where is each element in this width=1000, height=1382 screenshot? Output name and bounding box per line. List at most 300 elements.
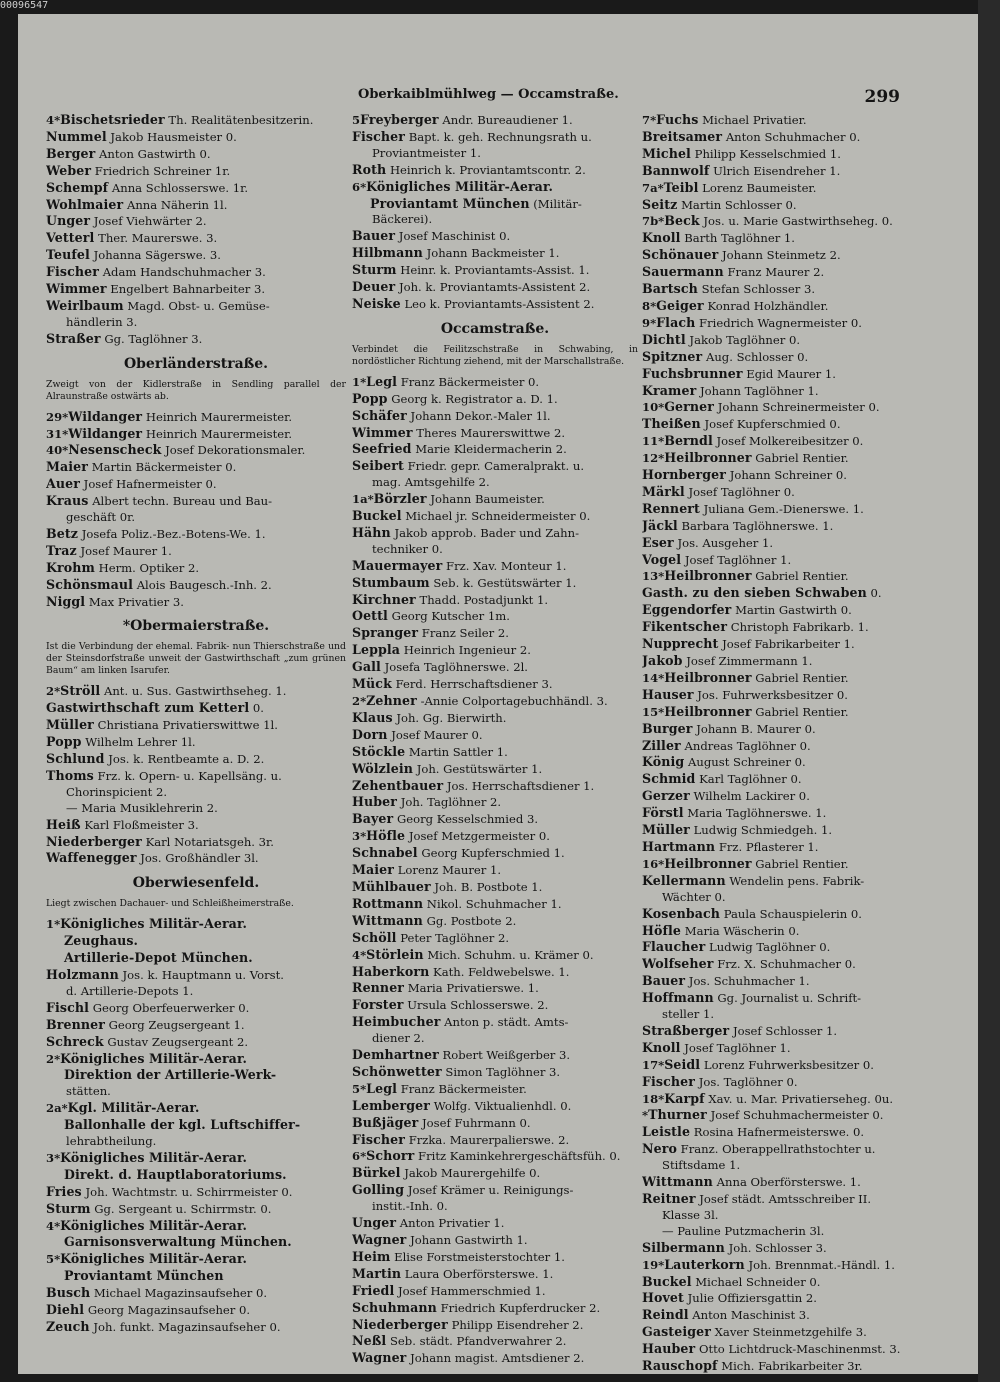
resident-details: Albert techn. Bureau und Bau- [92, 494, 273, 509]
column-2 [352, 112, 638, 1367]
directory-entry [352, 997, 638, 1014]
resident-name: Fischer [46, 264, 99, 280]
house-number: 3* [352, 829, 367, 844]
resident-name: Gerzer [642, 788, 690, 804]
resident-details: Leo k. Proviantamts-Assistent 2. [404, 296, 595, 311]
resident-details: August Schreiner 0. [688, 755, 806, 770]
directory-entry [46, 526, 346, 543]
resident-name: Mauermayer [352, 557, 443, 573]
resident-details: Josef Schuhmachermeister 0. [710, 1108, 884, 1123]
resident-details: Georg k. Registrator a. D. 1. [391, 391, 558, 406]
resident-details: Ther. Maurerswe. 3. [98, 231, 218, 246]
resident-name: Schlund [46, 751, 105, 766]
resident-details: Joh. Gestütswärter 1. [416, 761, 543, 776]
directory-entry [642, 112, 934, 129]
resident-details: Josef städt. Amtsschreiber II. [699, 1192, 872, 1206]
directory-entry [642, 163, 934, 180]
resident-details: Michael Privatier. [702, 113, 807, 127]
directory-entry [46, 1051, 346, 1068]
resident-details: Johanna Sägerswe. 3. [93, 248, 221, 263]
resident-details: Frz. X. Schuhmacher 0. [717, 957, 856, 972]
resident-details: Friedrich Wagnermeister 0. [699, 315, 862, 330]
resident-name: Spranger [352, 625, 419, 641]
street-heading: Oberländerstraße. [123, 355, 269, 372]
directory-entry [46, 1034, 346, 1051]
directory-entry [352, 1148, 638, 1165]
directory-entry [642, 1324, 934, 1341]
directory-entry [352, 896, 638, 913]
directory-entry [642, 939, 934, 956]
resident-name: Schnabel [352, 845, 418, 861]
resident-name: Leppla [352, 642, 401, 658]
resident-details: Ferd. Herrschaftsdiener 3. [395, 677, 553, 692]
directory-entry [352, 845, 638, 862]
resident-details: Michael jr. Schneidermeister 0. [405, 509, 591, 524]
directory-entry [46, 163, 346, 180]
house-number: 4* [46, 1218, 61, 1233]
resident-name: Knoll [642, 1039, 681, 1055]
resident-details: Josefa Poliz.-Bez.-Botens-We. 1. [81, 526, 266, 541]
directory-entry [352, 391, 638, 408]
resident-details: Josef Fuhrmann 0. [422, 1115, 531, 1130]
resident-details: Georg Kutscher 1m. [391, 609, 510, 624]
directory-entry [352, 1300, 638, 1317]
resident-name: Rottmann [352, 895, 424, 911]
resident-name: Spitzner [642, 348, 703, 364]
resident-details: Xav. u. Mar. Privatierseheg. 0u. [708, 1091, 894, 1106]
resident-details: Anton Maschinist 3. [692, 1308, 810, 1323]
resident-name: Dorn [352, 726, 388, 742]
directory-entry [642, 467, 934, 484]
directory-entry [642, 1124, 934, 1141]
resident-name: Niggl [46, 593, 86, 609]
directory-entry [352, 408, 638, 425]
resident-details: Gabriel Rentier. [755, 856, 849, 871]
running-title: Oberkaiblmühlweg — Occamstraße. [358, 87, 619, 102]
resident-details: Joh. Schlosser 3. [728, 1240, 827, 1255]
house-number: 19* [642, 1257, 665, 1272]
resident-details: Gg. Sergeant u. Schirrmstr. 0. [94, 1201, 272, 1216]
resident-name: Kirchner [352, 591, 416, 607]
resident-name: Fischer [352, 128, 405, 144]
resident-details: Jos. Großhändler 3l. [140, 851, 259, 866]
resident-name: Kramer [642, 382, 697, 398]
directory-entry [46, 129, 346, 146]
directory-entry [46, 933, 346, 950]
house-number: 6* [352, 1149, 367, 1164]
entry-continuation: geschäft 0r. [66, 510, 136, 525]
entry-continuation: lehrabtheilung. [66, 1134, 157, 1149]
resident-name: Kosenbach [642, 905, 721, 921]
resident-details: Josef Zimmermann 1. [686, 654, 813, 668]
directory-entry [352, 1064, 638, 1081]
directory-entry [352, 245, 638, 262]
resident-name: Märkl [642, 483, 685, 499]
directory-entry [352, 592, 638, 609]
resident-name: Haberkorn [352, 963, 430, 979]
entry-continuation: Proviantmeister 1. [372, 145, 481, 160]
resident-details: Lorenz Baumeister. [702, 180, 817, 195]
resident-name: Bauer [642, 973, 686, 989]
resident-details: Gabriel Rentier. [755, 569, 849, 584]
resident-details: Johann B. Maurer 0. [696, 721, 816, 736]
resident-details: Friedrich Schreiner 1r. [94, 163, 231, 178]
resident-details: Wolfg. Viktualienhdl. 0. [433, 1098, 572, 1113]
resident-name: Golling [352, 1182, 405, 1198]
directory-entry [642, 906, 934, 923]
directory-entry [642, 923, 934, 940]
resident-details: Heinrich Maurermeister. [145, 426, 293, 441]
resident-name: Wohlmaier [46, 196, 124, 212]
resident-name: Bartsch [642, 281, 698, 297]
directory-entry [642, 264, 934, 281]
resident-details: Johann Dekor.-Maler 1l. [410, 408, 551, 423]
resident-name: Sturm [352, 262, 397, 278]
directory-entry [46, 834, 346, 851]
house-number: 15* [642, 704, 665, 719]
resident-details: Jos. Ausgeher 1. [677, 535, 774, 550]
resident-details: Maria Wäscherin 0. [684, 923, 800, 938]
resident-name: Friedl [352, 1282, 395, 1298]
entry-continuation: steller 1. [662, 1007, 715, 1022]
entry-continuation: Klasse 3l. [662, 1207, 719, 1222]
resident-details: Herm. Optiker 2. [98, 560, 200, 575]
resident-details: Jos. k. Hauptmann u. Vorst. [122, 967, 284, 982]
resident-name: Garnisonsverwaltung München. [64, 1234, 292, 1250]
resident-details: Egid Maurer 1. [746, 366, 836, 381]
directory-entry [352, 1047, 638, 1064]
resident-name: Schönsmaul [46, 576, 133, 592]
resident-name: Wolfseher [642, 956, 714, 972]
directory-entry [642, 990, 934, 1007]
directory-entry [642, 1358, 934, 1374]
resident-name: Buckel [352, 508, 402, 524]
directory-entry [46, 751, 346, 768]
resident-name: Reindl [642, 1307, 689, 1323]
directory-entry [46, 1067, 346, 1084]
resident-details: Thadd. Postadjunkt 1. [419, 592, 549, 607]
resident-details: Jos. Fuhrwerksbesitzer 0. [697, 687, 848, 702]
resident-name: Straßer [46, 330, 101, 346]
resident-details: Theres Maurerswittwe 2. [416, 425, 566, 440]
resident-details: Gabriel Rentier. [755, 451, 849, 466]
resident-name: Thurner [648, 1107, 707, 1123]
directory-entry [46, 1302, 346, 1319]
resident-name: Busch [46, 1285, 91, 1301]
resident-name: Nero [642, 1141, 677, 1157]
directory-entry [352, 676, 638, 693]
resident-name: Huber [352, 794, 398, 810]
resident-details: Martin Schlosser 0. [681, 197, 797, 212]
resident-name: Jäckl [642, 517, 678, 533]
resident-details: Xaver Steinmetzgehilfe 3. [714, 1325, 867, 1340]
house-number: 31* [46, 426, 69, 441]
directory-entry [352, 710, 638, 727]
resident-name: Geiger [656, 297, 704, 313]
directory-entry [642, 1257, 934, 1274]
resident-details: Joh. Brennmat.-Händl. 1. [748, 1257, 895, 1272]
directory-entry [642, 1174, 934, 1191]
resident-details: Karl Floßmeister 3. [84, 817, 199, 832]
resident-name: Michel [642, 145, 691, 161]
directory-entry [352, 1165, 638, 1182]
resident-name: Jakob [642, 653, 683, 668]
house-number: 4* [352, 947, 367, 962]
resident-name: Königliches Militär-Aerar. [60, 1149, 248, 1165]
directory-entry [46, 683, 346, 700]
directory-entry [352, 913, 638, 930]
resident-name: Bürkel [352, 1165, 401, 1181]
directory-entry [46, 442, 346, 459]
directory-entry [642, 146, 934, 163]
resident-name: Waffenegger [46, 850, 137, 866]
resident-details: Christiana Privatierswittwe 1l. [97, 718, 278, 733]
resident-name: Fries [46, 1183, 82, 1199]
resident-details: Josef Maurer 0. [391, 727, 483, 742]
resident-name: Neiske [352, 295, 401, 311]
resident-name: Hauser [642, 686, 694, 702]
resident-name: Müller [46, 717, 94, 733]
resident-name: Ballonhalle der kgl. Luftschiffer- [64, 1117, 301, 1133]
resident-name: Seidl [664, 1056, 701, 1072]
resident-name: Fuchs [656, 112, 699, 127]
resident-details: Johann Baumeister. [430, 492, 545, 507]
house-number: 1* [46, 917, 61, 932]
resident-details: Johann Backmeister 1. [426, 246, 560, 261]
resident-details: Jakob Taglöhner 0. [689, 332, 801, 347]
resident-name: Breitsamer [642, 128, 723, 144]
resident-name: Schmid [642, 771, 696, 787]
directory-entry [352, 296, 638, 313]
directory-entry [352, 129, 638, 146]
resident-details: Anna Oberförsterswe. 1. [716, 1175, 861, 1190]
resident-details: Rosina Hafnermeisterswe. 0. [693, 1125, 865, 1140]
resident-name: Gastwirthschaft zum Ketterl [46, 700, 250, 716]
column-1 [46, 112, 346, 1336]
directory-entry [46, 197, 346, 214]
resident-name: Fikentscher [642, 619, 728, 635]
resident-details: Heinr. k. Proviantamts-Assist. 1. [400, 263, 590, 278]
house-number: 4* [46, 113, 61, 127]
directory-entry [642, 873, 934, 890]
resident-details: Heinrich Maurermeister. [145, 409, 293, 424]
resident-name: König [642, 754, 685, 770]
resident-name: Hartmann [642, 838, 716, 854]
house-number: 16* [642, 856, 665, 871]
resident-details: Georg Oberfeuerwerker 0. [92, 1000, 250, 1015]
resident-name: Neßl [352, 1333, 387, 1349]
resident-details: Christoph Fabrikarb. 1. [730, 620, 869, 635]
resident-details: Andreas Taglöhner 0. [684, 738, 811, 753]
directory-entry [46, 1285, 346, 1302]
resident-details: Laura Oberförsterswe. 1. [404, 1266, 554, 1281]
resident-details: Frzka. Maurerpalierswe. 2. [408, 1132, 570, 1147]
house-number: 7a* [642, 180, 664, 195]
resident-name: Seefried [352, 441, 412, 457]
resident-name: Theißen [642, 416, 701, 432]
resident-name: Direkt. d. Hauptlaboratoriums. [64, 1166, 287, 1182]
resident-details: Franz Seiler 2. [421, 626, 509, 641]
directory-entry [352, 458, 638, 475]
street-description: Verbindet die Feilitzschstraße in Schwabing, in nordöstlicher Richtung ziehend, mit der Marschallstraße. [352, 343, 638, 367]
resident-name: Fischer [642, 1073, 695, 1089]
entry-continuation: Stiftsdame 1. [662, 1158, 741, 1173]
resident-name: Königliches Militär-Aerar. [366, 178, 554, 194]
resident-details: Martin Sattler 1. [408, 744, 508, 759]
resident-name: Dichtl [642, 331, 686, 347]
house-number: 40* [46, 443, 69, 458]
resident-name: Mück [352, 676, 392, 692]
resident-details: Anna Näherin 1l. [126, 197, 228, 212]
resident-name: Proviantamt München [370, 195, 530, 211]
directory-entry [642, 1290, 934, 1307]
entry-continuation: diener 2. [372, 1031, 425, 1046]
resident-details: Jakob approb. Bader und Zahn- [394, 525, 580, 540]
directory-entry [46, 1268, 346, 1285]
directory-entry [46, 1167, 346, 1184]
directory-entry [352, 1317, 638, 1334]
resident-details: Frz. Pflasterer 1. [718, 839, 819, 854]
resident-name: Betz [46, 525, 79, 541]
directory-entry [46, 264, 346, 281]
resident-details: Stefan Schlosser 3. [701, 282, 816, 297]
resident-details: Ludwig Schmiedgeh. 1. [693, 823, 833, 838]
resident-details: Barth Taglöhner 1. [684, 231, 795, 246]
resident-details: Franz. Oberappellrathstochter u. [680, 1142, 876, 1157]
resident-name: Schönwetter [352, 1063, 442, 1079]
resident-name: Hoffmann [642, 990, 714, 1006]
directory-entry [46, 1319, 346, 1336]
directory-entry [642, 1274, 934, 1291]
resident-details: Mich. Schuhm. u. Krämer 0. [427, 947, 594, 962]
resident-details: Magd. Obst- u. Gemüse- [127, 298, 270, 313]
resident-details: Jakob Hausmeister 0. [110, 129, 237, 144]
resident-name: Gasteiger [642, 1324, 711, 1340]
resident-details: Jos. Herrschaftsdiener 1. [446, 778, 595, 793]
directory-entry [642, 433, 934, 450]
directory-entry [352, 778, 638, 795]
directory-entry [352, 491, 638, 508]
resident-details: Gg. Journalist u. Schrift- [717, 991, 862, 1006]
directory-entry [642, 1057, 934, 1074]
resident-details: Alois Baugesch.-Inh. 2. [136, 577, 272, 592]
street-heading: *Obermaierstraße. [122, 618, 270, 635]
resident-name: Direktion der Artillerie-Werk- [64, 1067, 277, 1083]
resident-details: Paula Schauspielerin 0. [723, 906, 862, 921]
street-heading: Occamstraße. [440, 320, 550, 337]
resident-details: Johann Gastwirth 1. [410, 1233, 528, 1247]
resident-details: Kath. Feldwebelswe. 1. [433, 964, 570, 979]
directory-entry [352, 112, 638, 129]
resident-details: Max Privatier 3. [88, 594, 184, 609]
resident-name: Königliches Militär-Aerar. [60, 1050, 248, 1066]
resident-details: Friedr. gepr. Cameralprakt. u. [407, 459, 585, 474]
directory-entry [642, 416, 934, 433]
directory-entry [352, 1350, 638, 1367]
resident-name: Rauschopf [642, 1358, 718, 1374]
resident-details: Josef Kupferschmied 0. [704, 417, 841, 432]
directory-entry [46, 1150, 346, 1167]
house-number: 1a* [352, 492, 374, 507]
resident-details: Anton Gastwirth 0. [99, 146, 211, 161]
resident-name: Hilbmann [352, 245, 423, 261]
resident-name: Kgl. Militär-Aerar. [67, 1100, 200, 1116]
resident-name: Eggendorfer [642, 602, 732, 618]
resident-details: Jos. u. Marie Gastwirthseheg. 0. [703, 214, 893, 229]
house-number: 5* [46, 1252, 61, 1267]
resident-details: Anna Schlosserswe. 1r. [111, 180, 249, 195]
directory-entry [352, 162, 638, 179]
resident-details: Georg Kupferschmied 1. [421, 846, 565, 861]
entry-continuation: händlerin 3. [66, 314, 138, 329]
resident-details: Adam Handschuhmacher 3. [102, 265, 266, 280]
resident-name: Fischer [352, 1131, 405, 1147]
resident-name: Wildanger [68, 408, 143, 424]
house-number: 10* [642, 400, 665, 415]
resident-name: Wimmer [352, 424, 413, 440]
directory-entry [46, 476, 346, 493]
directory-entry [46, 298, 346, 315]
resident-name: Heilbronner [664, 703, 752, 719]
resident-details: Wilhelm Lehrer 1l. [85, 735, 196, 750]
resident-name: Königliches Militär-Aerar. [60, 1251, 248, 1267]
directory-entry [46, 459, 346, 476]
directory-entry [642, 704, 934, 721]
directory-entry [352, 1266, 638, 1283]
directory-entry [352, 1182, 638, 1199]
resident-details: Heinrich k. Proviantamtscontr. 2. [389, 162, 586, 177]
directory-entry [352, 1081, 638, 1098]
resident-details: Josef Molkereibesitzer 0. [716, 434, 864, 449]
directory-entry [642, 670, 934, 687]
directory-entry [46, 543, 346, 560]
directory-entry [352, 441, 638, 458]
resident-details: Johann Schreiner 0. [729, 468, 847, 483]
resident-name: Knoll [642, 230, 681, 246]
resident-name: Eser [642, 534, 674, 550]
book-edge [978, 0, 1000, 1382]
directory-entry [46, 950, 346, 967]
column-3 [642, 112, 934, 1374]
directory-entry [642, 788, 934, 805]
directory-entry [642, 281, 934, 298]
resident-name: Reitner [642, 1191, 696, 1206]
resident-name: Artillerie-Depot München. [64, 950, 253, 966]
resident-details: Marie Kleidermacherin 2. [415, 442, 567, 457]
resident-name: Forster [352, 997, 404, 1013]
resident-name: Leistle [642, 1124, 691, 1140]
resident-name: Sauermann [642, 264, 724, 280]
house-number: 8* [642, 298, 657, 313]
directory-entry [46, 850, 346, 867]
resident-details: Georg Zeugsergeant 1. [108, 1017, 245, 1032]
resident-name: Kellermann [642, 872, 726, 888]
resident-name: Vetterl [46, 230, 95, 246]
directory-entry [46, 213, 346, 230]
resident-name: Schönauer [642, 247, 719, 263]
directory-entry [352, 1283, 638, 1300]
resident-details: Jakob Maurergehilfe 0. [404, 1166, 541, 1181]
resident-name: Vogel [642, 551, 682, 567]
directory-entry [46, 1218, 346, 1235]
resident-details: Johann Schreinermeister 0. [717, 400, 880, 415]
resident-name: Renner [352, 980, 405, 996]
street-description: Zweigt von der Kidlerstraße in Sendling parallel der Alraunstraße ostwärts ab. [46, 378, 346, 402]
directory-entry [642, 1307, 934, 1324]
directory-entry [352, 811, 638, 828]
resident-details: (Militär- [533, 196, 582, 211]
directory-entry [352, 761, 638, 778]
